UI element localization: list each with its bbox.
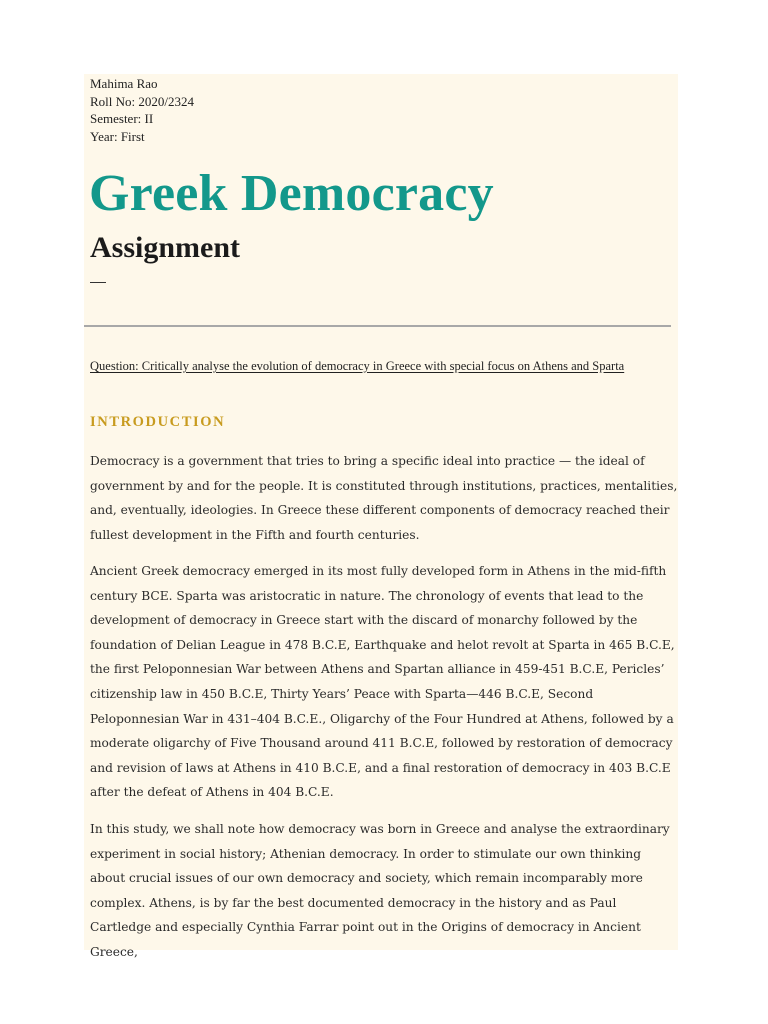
- paragraph-2: Ancient Greek democracy emerged in its most fully developed form in Athens in the mid-fifth century BCE. Sparta was aristocratic in nature. The chronology of events that lead to the development of democracy in Greece start with the discard of monarchy followed by the foundation of Delian League in 478 B.C.E, Earthquake and helot revolt at Sparta in 465 B.C.E, the first Peloponnesian War between Athens and Spartan alliance in 459-451 B.C.E, Pericles’ citizenship law in 450 B.C.E, Thirty Years’ Peace with Sparta—446 B.C.E, Second Peloponnesian War in 431–404 B.C.E., Oligarchy of the Four Hundred at Athens, followed by a moderate oligarchy of Five Thousand around 411 B.C.E, followed by restoration of democracy and revision of laws at Athens in 410 B.C.E, and a final restoration of democracy in 403 B.C.E after the defeat of Athens in 404 B.C.E.: [90, 564, 675, 800]
- year: Year: First: [90, 128, 145, 144]
- document-page: [84, 74, 678, 959]
- subtitle-dash: [90, 282, 106, 283]
- roll-number: Roll No: 2020/2324: [90, 93, 195, 109]
- document-subtitle: Assignment: [90, 231, 241, 264]
- document-title: Greek Democracy: [89, 165, 494, 222]
- paragraph-3: In this study, we shall note how democracy was born in Greece and analyse the extraordinary experiment in social history; Athenian democracy. In order to stimulate our own thinking about crucial issues of our own democracy and society, which remain incomparably more complex. Athens, is by far the best documented democracy in the history and as Paul Cartledge and especially Cynthia Farrar point out in the Origins of democracy in Ancient Greece,: [90, 822, 670, 959]
- student-details: [90, 75, 194, 145]
- section-heading-introduction: INTRODUCTION: [90, 414, 226, 430]
- horizontal-rule: [84, 325, 671, 327]
- assignment-question: Question: Critically analyse the evolution of democracy in Greece with special focus on Athens and Sparta: [90, 359, 625, 373]
- student-name: Mahima Rao: [90, 76, 158, 91]
- paragraph-1: Democracy is a government that tries to bring a specific ideal into practice — the ideal of government by and for the people. It is constituted through institutions, practices, mentalities, and, eventually, ideologies. In Greece these different components of democracy reached their fullest development in the Fifth and fourth centuries.: [90, 454, 678, 542]
- semester: Semester: II: [90, 111, 154, 126]
